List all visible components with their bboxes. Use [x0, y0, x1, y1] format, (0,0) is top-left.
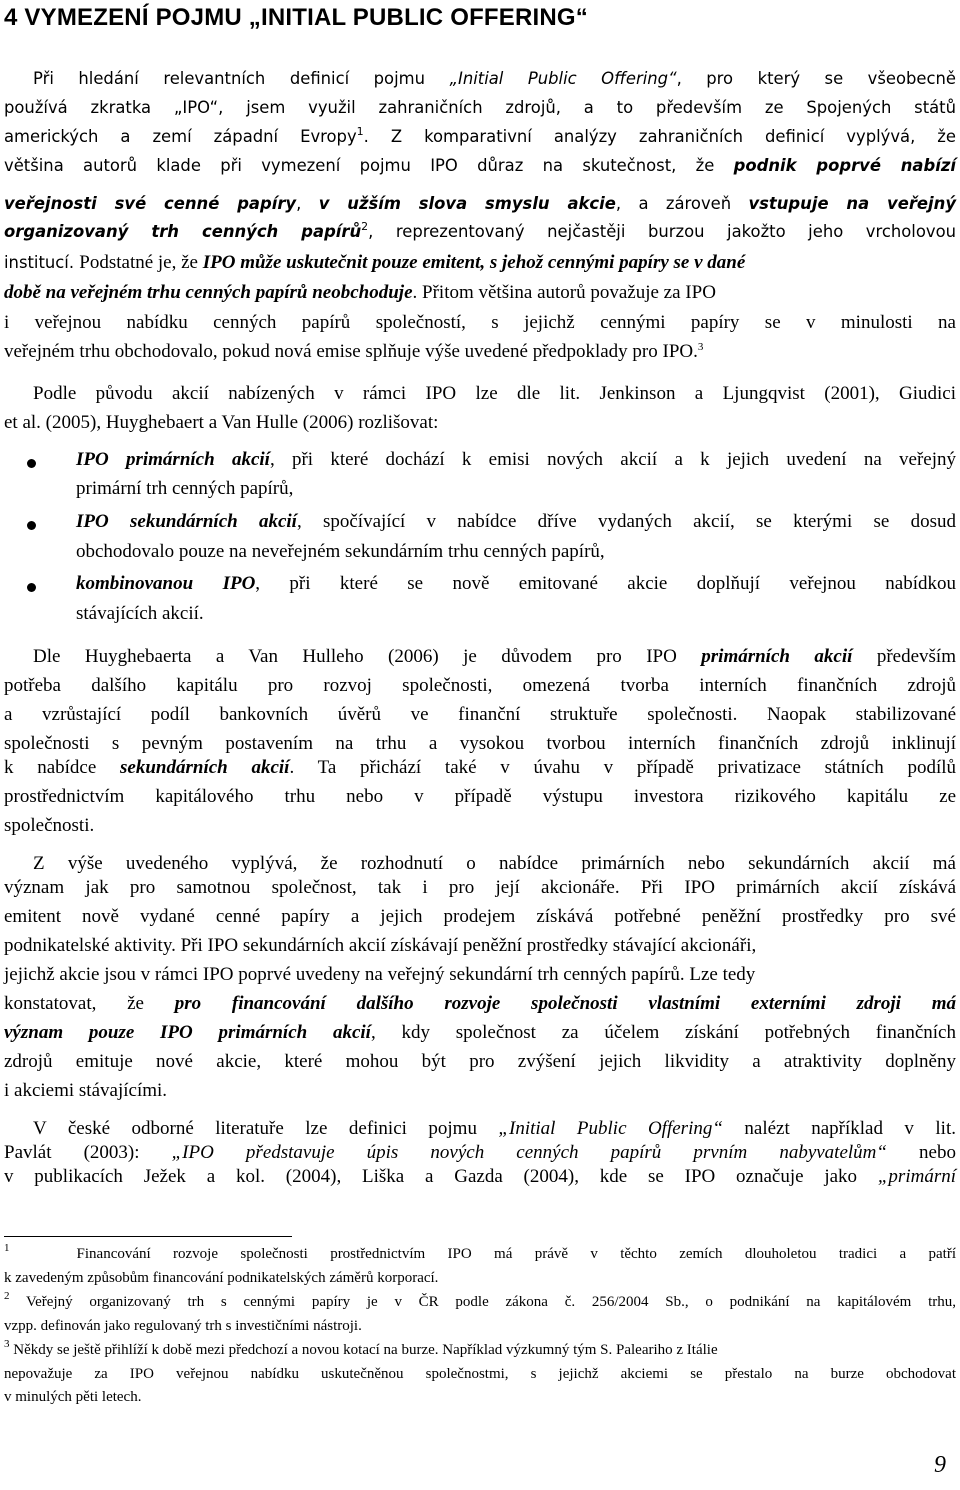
text-line: zdrojů emituje nové akcie, které mohou být pro zvýšení jejich likvidity a atraktivity doplněny: [4, 1051, 956, 1072]
bullet-point: [27, 521, 36, 530]
footnote: $^3$ Někdy se ještě přihlíží k době mezi předchozí a novou kotací na burze. Například výzkumný tým S. Paleariho z Itálie: [4, 1338, 718, 1358]
text-line: amerických a zemí západní Evropy$^1$. Z komparativní analýzy zahraničních definicí vyplývá, že: [4, 125, 956, 146]
text-line: podnikatelské aktivity. Při IPO sekundárních akcií získávají peněžní prostředky stávající akcionáři,: [4, 935, 757, 956]
list-item: primární trh cenných papírů,: [76, 478, 294, 499]
list-item: IPO sekundárních akcií, spočívající v nabídce dříve vydaných akcií, se kterými se dosud: [76, 511, 956, 532]
text-line: Z výše uvedeného vyplývá, že rozhodnutí o nabídce primárních nebo sekundárních akcií má: [33, 853, 956, 874]
footnote: vzpp. definován jako regulovaný trh s investičními nástroji.: [4, 1318, 362, 1334]
text-line: význam jak pro samotnou společnost, tak i pro její akcionáře. Při IPO primárních akcií získává: [4, 877, 956, 898]
text-line: Dle Huyghebaerta a Van Hulleho (2006) je důvodem pro IPO primárních akcií především: [33, 646, 956, 667]
text-line: a vzrůstající podíl bankovních úvěrů ve finanční struktuře společnosti. Naopak stabilizované: [4, 704, 956, 725]
text-line: většina autorů klade při vymezení pojmu IPO důraz na skutečnost, že podnik poprvé nabízí: [4, 156, 956, 175]
text-line: i veřejnou nabídku cenných papírů společností, s jejichž cennými papíry se v minulosti na: [4, 312, 956, 333]
footnote: k zavedeným způsobům financování podnikatelských záměrů korporací.: [4, 1270, 439, 1286]
text-line: k nabídce sekundárních akcií. Ta přichází také v úvahu v případě privatizace státních podílů: [4, 757, 957, 778]
text-line: i akciemi stávajícími.: [4, 1080, 168, 1101]
text-line: Pavlát (2003): „IPO představuje úpis nových cenných papírů prvním nabyvatelům“ nebo: [4, 1142, 956, 1163]
text-line: institucí. Podstatné je, že IPO může uskutečnit pouze emitent, s jehož cennými papíry se v dané: [4, 252, 746, 273]
text-line: potřeba dalšího kapitálu pro rozvoj společnosti, omezená tvorba interních finančních zdrojů: [4, 675, 956, 696]
bullet-point: [27, 459, 36, 468]
text-line: et al. (2005), Huyghebaert a Van Hulle (2006) rozlišovat:: [4, 412, 439, 433]
text-line: Při hledání relevantních definicí pojmu „Initial Public Offering“, pro který se všeobecně: [33, 69, 956, 88]
text-line: veřejném trhu obchodovalo, pokud nová emise splňuje výše uvedené předpoklady pro IPO.$^3$: [4, 341, 704, 362]
text-line: prostřednictvím kapitálového trhu nebo v případě výstupu investora rizikového kapitálu ze: [4, 786, 956, 807]
text-line: používá zkratka „IPO“, jsem využil zahraničních zdrojů, a to především ze Spojených států: [4, 98, 956, 117]
footnote: $^1$ Financování rozvoje společnosti prostřednictvím IPO má právě v těchto zemích dlouholetou tradici a patří: [4, 1242, 956, 1262]
text-line: v publikacích Ježek a kol. (2004), Liška a Gazda (2004), kde se IPO označuje jako „primární: [4, 1166, 956, 1187]
list-item: IPO primárních akcií, při které dochází k emisi nových akcií a k jejich uvedení na veřejný: [76, 449, 956, 470]
text-line: význam pouze IPO primárních akcií, kdy společnost za účelem získání potřebných finančních: [4, 1022, 956, 1043]
footnote: v minulých pěti letech.: [4, 1389, 142, 1405]
text-line: společnosti s pevným postavením na trhu a vysokou tvorbou interních finančních zdrojů inklinují: [4, 733, 956, 754]
page-number: 9: [934, 1452, 946, 1478]
list-item: obchodovalo pouze na neveřejném sekundárním trhu cenných papírů,: [76, 541, 605, 562]
bullet-point: [27, 583, 36, 592]
footnote: nepovažuje za IPO veřejnou nabídku uskutečněnou společnostmi, s jejichž akciemi se přestalo na burze obchodovat: [4, 1366, 956, 1382]
text-line: Podle původu akcií nabízených v rámci IPO lze dle lit. Jenkinson a Ljungqvist (2001), Giudici: [33, 383, 956, 404]
footnote: $^2$ Veřejný organizovaný trh s cennými papíry je v ČR podle zákona č. 256/2004 Sb., o podnikání na kapitálovém trhu,: [4, 1290, 956, 1310]
list-item: stávajících akcií.: [76, 603, 204, 624]
text-line: konstatovat, že pro financování dalšího rozvoje společnosti vlastními externími zdroji má: [4, 993, 956, 1014]
footnote-separator: [4, 1236, 292, 1237]
text-line: společnosti.: [4, 815, 95, 836]
text-line: době na veřejném trhu cenných papírů neobchoduje. Přitom většina autorů považuje za IPO: [4, 282, 716, 303]
text-line: V české odborné literatuře lze definici pojmu „Initial Public Offering“ nalézt například v lit.: [33, 1118, 956, 1139]
chapter-heading: 4 VYMEZENÍ POJMU „INITIAL PUBLIC OFFERING“: [4, 4, 589, 31]
text-line: veřejnosti své cenné papíry, v užším slova smyslu akcie, a zároveň vstupuje na veřejný: [4, 194, 956, 213]
list-item: kombinovanou IPO, při které se nově emitované akcie doplňují veřejnou nabídkou: [76, 573, 956, 594]
text-line: organizovaný trh cenných papírů$^2$, reprezentovaný nejčastěji burzou jakožto jeho vrcholovou: [4, 220, 956, 241]
text-line: jejichž akcie jsou v rámci IPO poprvé uvedeny na veřejný sekundární trh cenných papírů. Lze tedy: [4, 964, 756, 985]
text-line: emitent nově vydané cenné papíry a jejich prodejem získává potřebné peněžní prostředky pro své: [4, 906, 956, 927]
